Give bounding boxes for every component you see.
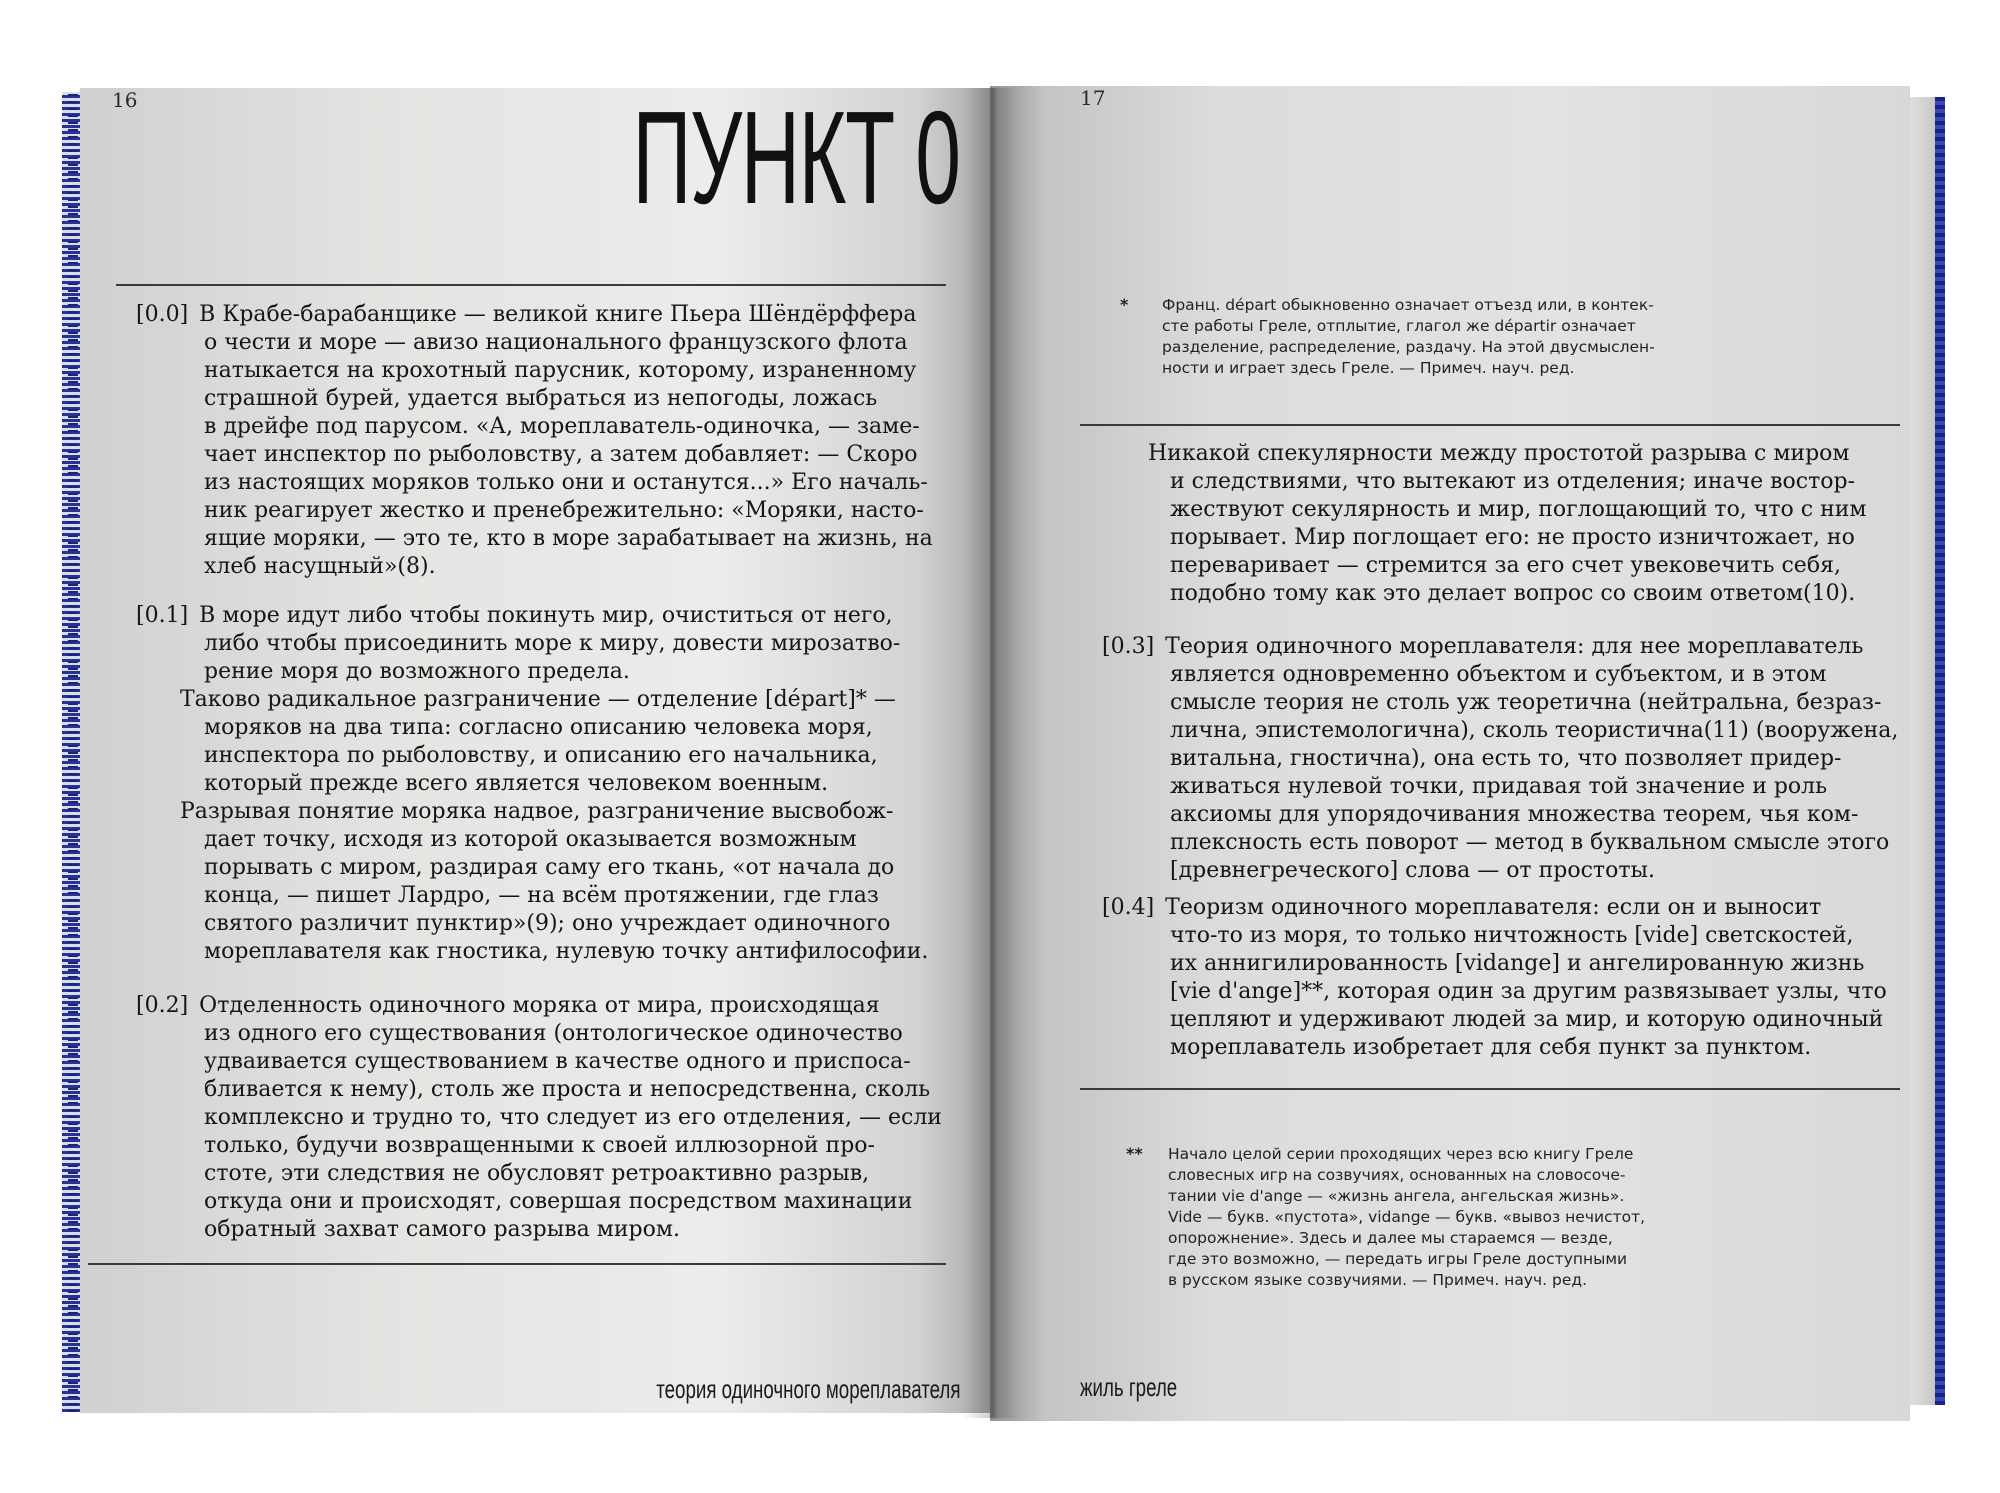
section-number: [0.2] [136,993,189,1018]
section-number: [0.1] [136,603,189,628]
intro-paragraph [1148,440,1867,608]
section-0-0 [136,301,933,581]
book-block-right-edge [1905,97,1943,1405]
text-line: удваивается существованием в качестве одного и приспоса- [204,1049,911,1074]
text-line: дает точку, исходя из которой оказывается возможным [204,827,857,852]
text-line: бливается к нему), столь же проста и непосредственна, сколь [204,1077,931,1102]
rule-before-bottom-note [1080,1088,1900,1090]
text-line: обратный захват самого разрыва миром. [204,1217,680,1242]
text-line: хлеб насущный»(8). [204,554,436,579]
section-0-3 [1102,633,1898,885]
note-line: тании vie d'ange — «жизнь ангела, ангельская жизнь». [1168,1187,1625,1205]
text-line: комплексно и трудно то, что следует из его отделения, — если [204,1105,942,1130]
text-line: откуда они и происходят, совершая посредством махинации [204,1189,913,1214]
running-head-left: теория одиночного мореплавателя [655,1374,960,1404]
footnote-mark: * [1120,295,1129,314]
text-line: мореплавателя как гностика, нулевую точку антифилософии. [204,939,929,964]
text-line: лична, эпистемологична), сколь теористична(11) (вооружена, [1170,718,1899,743]
right-page [990,86,1910,1421]
text-line: [0.1] В море идут либо чтобы покинуть мир, очиститься от него, [136,603,893,628]
left-page [80,88,990,1413]
top-rule-left [116,284,946,286]
section-number: [0.0] [136,302,189,327]
book-gutter [962,88,1022,1418]
text-line: Разрывая понятие моряка надвое, разграничение высвобож- [180,799,894,824]
text-line: рение моря до возможного предела. [204,659,630,684]
note-line: сте работы Греле, отплытие, глагол же départir означает [1162,317,1636,335]
section-0-4 [1102,894,1887,1062]
text-line: подобно тому как это делает вопрос со своим ответом(10). [1170,581,1856,606]
text-line: порывает. Мир поглощает его: не просто изничтожает, но [1170,525,1855,550]
text-line: переваривает — стремится за его счет увековечить себя, [1170,553,1841,578]
page-number-left: 16 [112,88,138,112]
text-line: ящие моряки, — это те, кто в море зарабатывает на жизнь, на [204,526,933,551]
text-line: Таково радикальное разграничение — отделение [départ]* — [180,687,896,712]
text-line: который прежде всего является человеком военным. [204,771,829,796]
text-line: мореплаватель изобретает для себя пункт за пунктом. [1170,1035,1812,1060]
text-line: порывать с миром, раздирая саму его ткань, «от начала до [204,855,895,880]
page-number-right: 17 [1080,86,1106,110]
section-number: [0.3] [1102,634,1155,659]
note-line: словесных игр на созвучиях, основанных на словосоче- [1168,1166,1626,1184]
text-line: витальна, гностична), она есть то, что позволяет придер- [1170,746,1842,771]
text-line: чает инспектор по рыболовству, а затем добавляет: — Скоро [204,442,918,467]
text-line: натыкается на крохотный парусник, которому, израненному [204,358,917,383]
footnote-bottom [1168,1144,1645,1291]
note-line: Начало целой серии проходящих через всю книгу Греле [1168,1145,1634,1163]
text-line: [0.3] Теория одиночного мореплавателя: для нее мореплаватель [1102,634,1864,659]
note-line: ности и играет здесь Греле. — Примеч. науч. ред. [1162,359,1575,377]
section-number: [0.4] [1102,895,1155,920]
text-line: из настоящих моряков только они и останутся...» Его началь- [204,470,928,495]
text-line: ник реагирует жестко и пренебрежительно: «Моряки, насто- [204,498,924,523]
text-line: плексность есть поворот — метод в буквальном смысле этого [1170,830,1890,855]
text-line: в дрейфе под парусом. «А, мореплаватель-одиночка, — заме- [204,414,920,439]
text-line: о чести и море — авизо национального французского флота [204,330,908,355]
text-line: инспектора по рыболовству, и описанию его начальника, [204,743,878,768]
rule-after-top-note [1080,424,1900,426]
text-line: цепляют и удерживают людей за мир, и которую одиночный [1170,1007,1884,1032]
text-line: из одного его существования (онтологическое одиночество [204,1021,903,1046]
text-line: святого различит пунктир»(9); оно учреждает одиночного [204,911,891,936]
text-line: и следствиями, что вытекают из отделения; иначе востор- [1170,469,1856,494]
text-line: [vie d'ange]**, которая один за другим развязывает узлы, что [1170,979,1887,1004]
text-line: конца, — пишет Лардро, — на всём протяжении, где глаз [204,883,879,908]
footnote-top [1162,295,1655,379]
text-line: стоте, эти следствия не обусловят ретроактивно разрыв, [204,1161,870,1186]
note-line: опорожнение». Здесь и далее мы стараемся — везде, [1168,1229,1613,1247]
text-line: жествуют секулярность и мир, поглощающий то, что с ним [1170,497,1867,522]
text-line: смысле теория не столь уж теоретична (нейтральна, безраз- [1170,690,1882,715]
text-line: [0.2] Отделенность одиночного моряка от мира, происходящая [136,993,880,1018]
text-line: моряков на два типа: согласно описанию человека моря, [204,715,873,740]
text-line: только, будучи возвращенными к своей иллюзорной про- [204,1133,875,1158]
section-0-2 [136,992,942,1244]
text-line: что-то из моря, то только ничтожность [vide] светскостей, [1170,923,1854,948]
note-line: в русском языке созвучиями. — Примеч. науч. ред. [1168,1271,1588,1289]
text-line: [0.4] Теоризм одиночного мореплавателя: если он и выносит [1102,895,1822,920]
text-line: аксиомы для упорядочивания множества теорем, чья ком- [1170,802,1859,827]
note-line: Франц. départ обыкновенно означает отъезд или, в контек- [1162,296,1654,314]
note-line: Vide — букв. «пустота», vidange — букв. «вывоз нечистот, [1168,1208,1646,1226]
note-line: разделение, распределение, раздачу. На этой двусмыслен- [1162,338,1655,356]
text-line: страшной бурей, удается выбраться из непогоды, ложась [204,386,878,411]
running-head-right: жиль греле [1080,1372,1178,1402]
note-line: где это возможно, — передать игры Греле доступными [1168,1250,1628,1268]
text-line: [древнегреческого] слова — от простоты. [1170,858,1655,883]
bottom-rule-left [88,1263,946,1265]
text-line: Никакой спекулярности между простотой разрыва с миром [1148,441,1850,466]
text-line: живаться нулевой точки, придавая той значение и роль [1170,774,1828,799]
chapter-title: ПУНКТ 0 [632,88,960,231]
text-line: либо чтобы присоединить море к миру, довести мирозатво- [204,631,901,656]
text-line: является одновременно объектом и субъектом, и в этом [1170,662,1827,687]
footnote-mark: ** [1126,1144,1143,1163]
text-line: их аннигилированность [vidange] и ангелированную жизнь [1170,951,1865,976]
text-line: [0.0] В Крабе-барабанщике — великой книге Пьера Шёндёрффера [136,302,917,327]
section-0-1 [136,602,928,966]
